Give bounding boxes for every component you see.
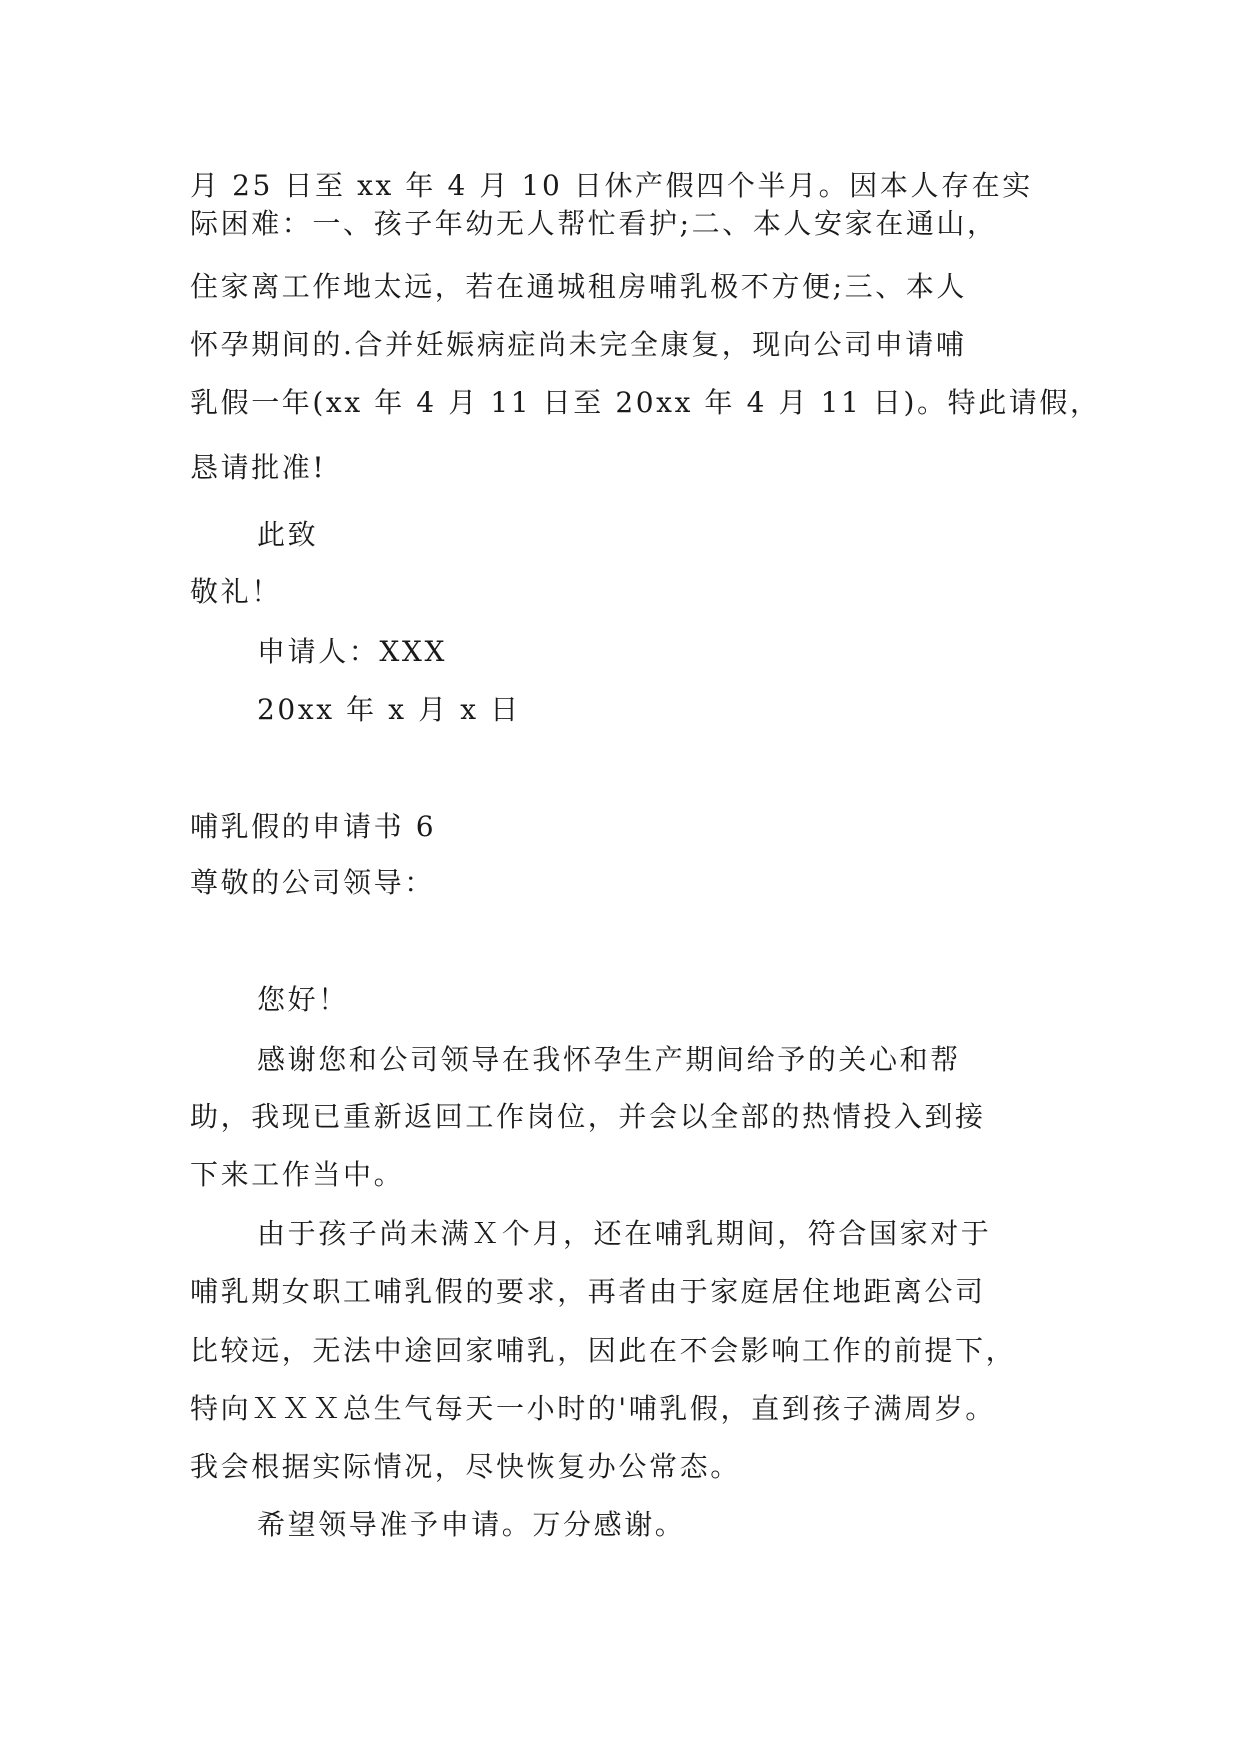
closing-salutation: 此致 [257, 518, 319, 551]
paragraph-line: 感谢您和公司领导在我怀孕生产期间给予的关心和帮 [257, 1043, 961, 1076]
paragraph-line: 希望领导准予申请。万分感谢。 [257, 1508, 686, 1541]
paragraph-line: 际困难：一、孩子年幼无人帮忙看护;二、本人安家在通山， [190, 207, 998, 240]
paragraph-line: 特向ＸＸＸ总生气每天一小时的'哺乳假，直到孩子满周岁。 [190, 1392, 996, 1425]
addressee: 尊敬的公司领导： [190, 866, 435, 899]
section-title: 哺乳假的申请书 6 [190, 810, 437, 843]
greeting: 您好！ [257, 983, 349, 1016]
paragraph-line: 我会根据实际情况，尽快恢复办公常态。 [190, 1450, 741, 1483]
paragraph-line: 下来工作当中。 [190, 1158, 405, 1191]
applicant-signature: 申请人：XXX [257, 635, 448, 668]
paragraph-line: 由于孩子尚未满Ｘ个月，还在哺乳期间，符合国家对于 [257, 1217, 992, 1250]
paragraph-line: 比较远，无法中途回家哺乳，因此在不会影响工作的前提下， [190, 1334, 1017, 1367]
paragraph-line: 乳假一年(xx 年 4 月 11 日至 20xx 年 4 月 11 日)。特此请假， [190, 386, 1101, 419]
paragraph-line: 恳请批准! [190, 451, 327, 484]
closing-regards: 敬礼！ [190, 575, 282, 608]
paragraph-line: 月 25 日至 xx 年 4 月 10 日休产假四个半月。因本人存在实 [190, 169, 1033, 202]
paragraph-line: 哺乳期女职工哺乳假的要求，再者由于家庭居住地距离公司 [190, 1275, 986, 1308]
paragraph-line: 助，我现已重新返回工作岗位，并会以全部的热情投入到接 [190, 1100, 986, 1133]
paragraph-line: 怀孕期间的.合并妊娠病症尚未完全康复，现向公司申请哺 [190, 328, 967, 361]
paragraph-line: 住家离工作地太远，若在通城租房哺乳极不方便;三、本人 [190, 270, 968, 303]
application-date: 20xx 年 x 月 x 日 [257, 693, 521, 726]
